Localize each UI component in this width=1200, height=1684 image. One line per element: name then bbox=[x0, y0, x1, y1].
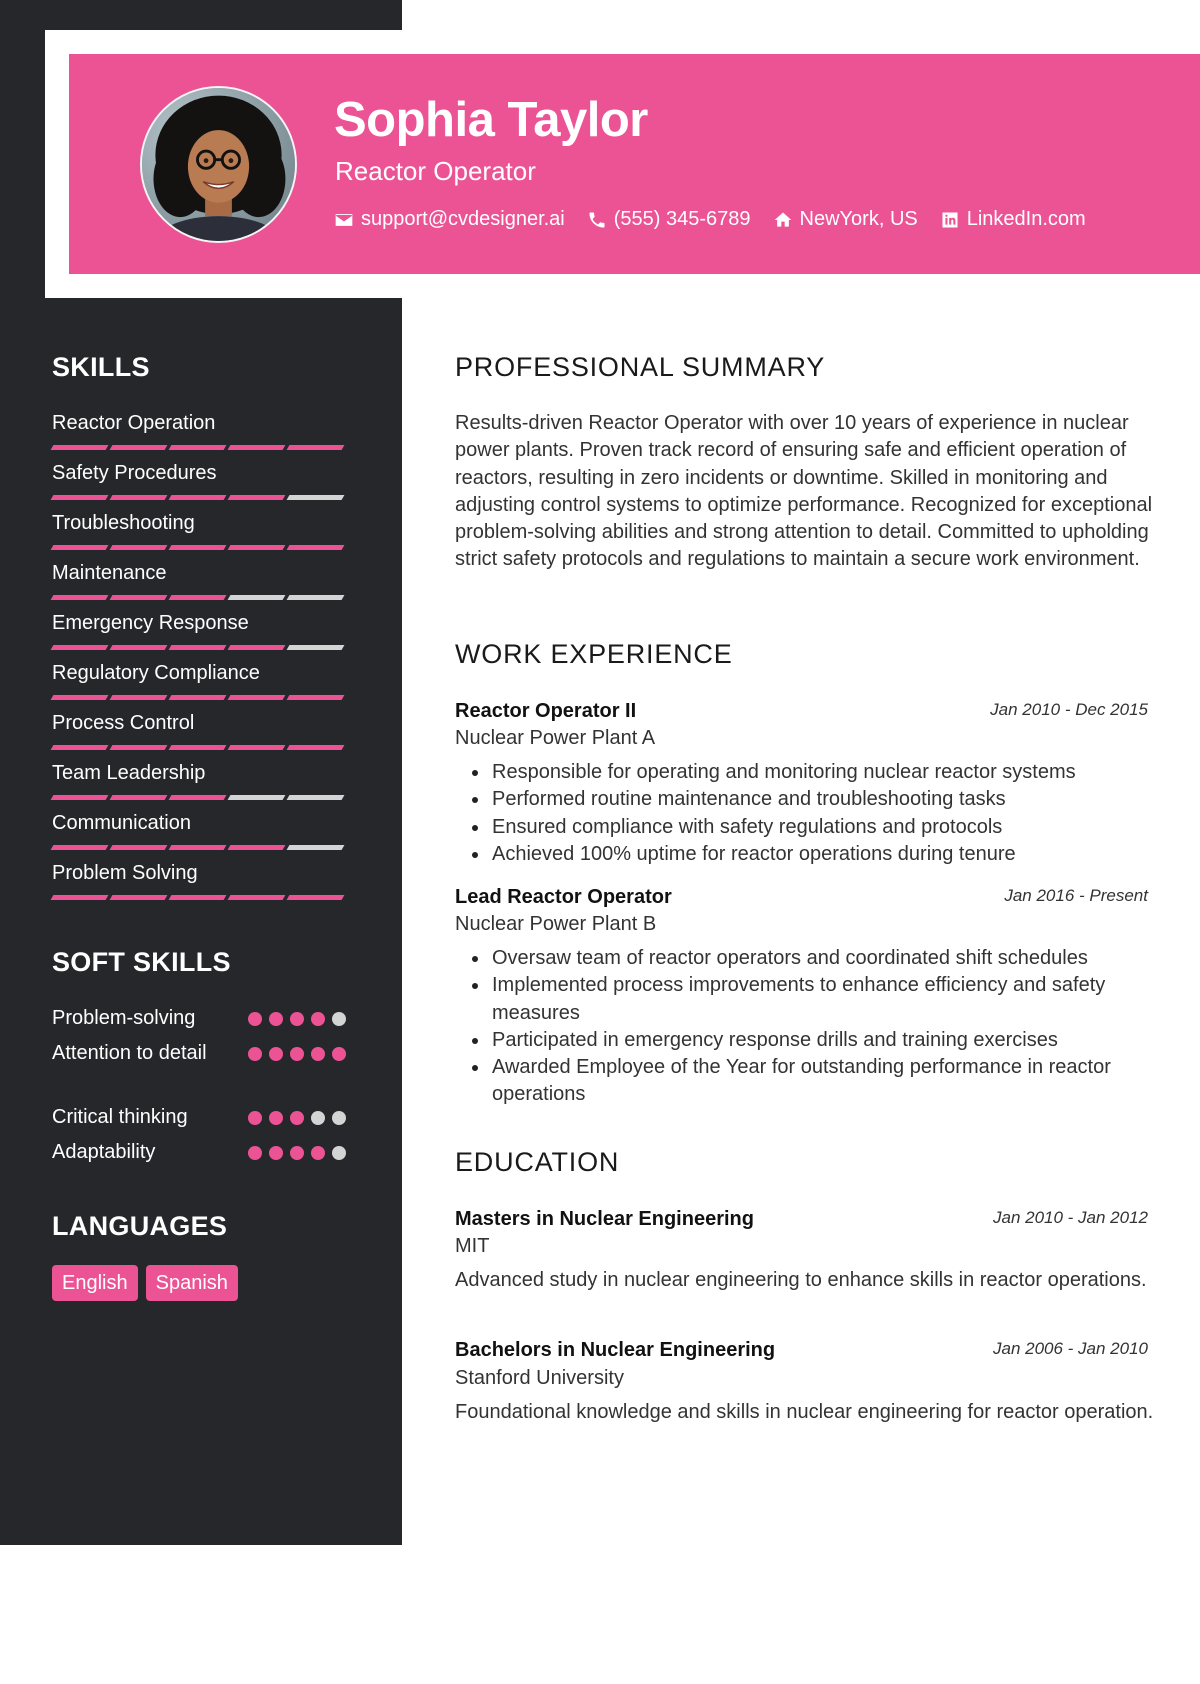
rating-dot bbox=[269, 1146, 283, 1160]
experience-heading: WORK EXPERIENCE bbox=[455, 639, 733, 669]
contact-phone[interactable] bbox=[587, 208, 751, 231]
skill-level-segment bbox=[169, 745, 227, 750]
contact-bar bbox=[334, 208, 1108, 231]
degree-title: Masters in Nuclear Engineering bbox=[455, 1208, 754, 1230]
skill-item bbox=[52, 611, 352, 650]
contact-email[interactable] bbox=[334, 208, 565, 231]
skill-level-segment bbox=[287, 895, 345, 900]
skill-level-segment bbox=[51, 495, 109, 500]
contact-linkedin[interactable] bbox=[940, 208, 1086, 231]
skill-label: Emergency Response bbox=[52, 612, 249, 634]
linkedin-icon bbox=[940, 210, 960, 230]
skill-level-segment bbox=[110, 695, 168, 700]
profile-photo bbox=[142, 88, 295, 241]
candidate-role: Reactor Operator bbox=[335, 156, 536, 186]
skill-level-segment bbox=[169, 695, 227, 700]
rating-dot bbox=[332, 1111, 346, 1125]
languages-list bbox=[52, 1265, 246, 1301]
job-title: Lead Reactor Operator bbox=[455, 886, 672, 908]
degree-description: Advanced study in nuclear engineering to enhance skills in reactor operations. bbox=[455, 1269, 1147, 1291]
skill-level-segment bbox=[169, 445, 227, 450]
rating-dot bbox=[311, 1111, 325, 1125]
skill-level-bar bbox=[52, 795, 352, 800]
skill-level-segment bbox=[110, 595, 168, 600]
rating-dot bbox=[332, 1047, 346, 1061]
job-date: Jan 2016 - Present bbox=[1004, 886, 1148, 905]
skill-item bbox=[52, 511, 352, 550]
job-bullet: Achieved 100% uptime for reactor operations during tenure bbox=[455, 841, 1160, 868]
skill-level-segment bbox=[51, 895, 109, 900]
rating-dot bbox=[248, 1146, 262, 1160]
skill-level-bar bbox=[52, 695, 352, 700]
skill-label: Troubleshooting bbox=[52, 512, 195, 534]
degree-description: Foundational knowledge and skills in nuclear engineering for reactor operation. bbox=[455, 1401, 1154, 1423]
job-title: Reactor Operator II bbox=[455, 700, 637, 722]
skill-level-segment bbox=[228, 495, 286, 500]
skill-level-segment bbox=[51, 845, 109, 850]
job-company: Nuclear Power Plant A bbox=[455, 727, 656, 749]
rating-dot bbox=[269, 1047, 283, 1061]
skill-item bbox=[52, 761, 352, 800]
skill-level-segment bbox=[110, 745, 168, 750]
envelope-icon bbox=[334, 210, 354, 230]
linkedin-text: LinkedIn.com bbox=[966, 208, 1086, 230]
skill-level-bar bbox=[52, 895, 352, 900]
rating-dot bbox=[332, 1012, 346, 1026]
skill-item bbox=[52, 811, 352, 850]
skill-level-segment bbox=[110, 445, 168, 450]
email-text: support@cvdesigner.ai bbox=[361, 208, 565, 230]
rating-dot bbox=[290, 1146, 304, 1160]
skill-level-segment bbox=[287, 545, 345, 550]
skill-level-segment bbox=[287, 445, 345, 450]
soft-skill-label: Critical thinking bbox=[52, 1106, 188, 1128]
language-tag: Spanish bbox=[146, 1265, 238, 1301]
skill-level-segment bbox=[110, 895, 168, 900]
skill-level-segment bbox=[51, 745, 109, 750]
skill-level-segment bbox=[169, 795, 227, 800]
skill-level-segment bbox=[110, 795, 168, 800]
rating-dot bbox=[290, 1012, 304, 1026]
location-text: NewYork, US bbox=[799, 208, 918, 230]
skill-label: Team Leadership bbox=[52, 762, 206, 784]
skills-heading: SKILLS bbox=[52, 352, 150, 382]
skill-level-segment bbox=[228, 895, 286, 900]
job-bullet: Implemented process improvements to enhance efficiency and safety measures bbox=[455, 972, 1160, 1027]
skill-level-segment bbox=[228, 845, 286, 850]
skill-label: Maintenance bbox=[52, 562, 167, 584]
skill-level-segment bbox=[110, 845, 168, 850]
skill-level-segment bbox=[287, 695, 345, 700]
skill-label: Process Control bbox=[52, 712, 195, 734]
rating-dot bbox=[311, 1012, 325, 1026]
skill-item bbox=[52, 411, 352, 450]
home-icon bbox=[773, 210, 793, 230]
skill-level-segment bbox=[287, 595, 345, 600]
skill-level-segment bbox=[169, 595, 227, 600]
degree-title: Bachelors in Nuclear Engineering bbox=[455, 1339, 776, 1361]
skill-level-segment bbox=[51, 545, 109, 550]
avatar bbox=[140, 86, 297, 243]
skill-level-segment bbox=[51, 445, 109, 450]
skill-label: Regulatory Compliance bbox=[52, 662, 260, 684]
job-bullets bbox=[455, 945, 1160, 1109]
skill-level-segment bbox=[169, 495, 227, 500]
skill-level-segment bbox=[287, 795, 345, 800]
skill-level-segment bbox=[169, 895, 227, 900]
job-bullet: Awarded Employee of the Year for outstanding performance in reactor operations bbox=[455, 1054, 1160, 1109]
skill-level-segment bbox=[287, 845, 345, 850]
skill-level-segment bbox=[169, 545, 227, 550]
soft-skill-rating bbox=[248, 1111, 353, 1125]
soft-skill-rating bbox=[248, 1047, 353, 1061]
rating-dot bbox=[269, 1012, 283, 1026]
soft-skill-label: Attention to detail bbox=[52, 1042, 207, 1064]
skill-level-segment bbox=[287, 645, 345, 650]
skill-level-segment bbox=[228, 645, 286, 650]
rating-dot bbox=[311, 1047, 325, 1061]
rating-dot bbox=[269, 1111, 283, 1125]
skill-level-bar bbox=[52, 545, 352, 550]
skill-level-bar bbox=[52, 645, 352, 650]
rating-dot bbox=[290, 1111, 304, 1125]
skill-level-segment bbox=[228, 445, 286, 450]
skill-level-bar bbox=[52, 445, 352, 450]
job-bullet: Ensured compliance with safety regulations and protocols bbox=[455, 814, 1160, 841]
skill-item bbox=[52, 861, 352, 900]
skill-level-segment bbox=[169, 845, 227, 850]
job-bullet: Oversaw team of reactor operators and coordinated shift schedules bbox=[455, 945, 1160, 972]
skill-item bbox=[52, 711, 352, 750]
phone-icon bbox=[587, 210, 607, 230]
soft-skill-rating bbox=[248, 1012, 353, 1026]
skill-level-segment bbox=[110, 645, 168, 650]
language-tag: English bbox=[52, 1265, 138, 1301]
rating-dot bbox=[248, 1012, 262, 1026]
skill-level-segment bbox=[51, 695, 109, 700]
skill-level-bar bbox=[52, 595, 352, 600]
languages-heading: LANGUAGES bbox=[52, 1211, 228, 1241]
skill-level-segment bbox=[51, 645, 109, 650]
job-bullet: Responsible for operating and monitoring nuclear reactor systems bbox=[455, 759, 1160, 786]
job-bullet: Performed routine maintenance and troubleshooting tasks bbox=[455, 786, 1160, 813]
job-bullet: Participated in emergency response drills and training exercises bbox=[455, 1027, 1160, 1054]
soft-skill-label: Problem-solving bbox=[52, 1007, 196, 1029]
rating-dot bbox=[311, 1146, 325, 1160]
candidate-name: Sophia Taylor bbox=[334, 93, 648, 147]
skill-level-segment bbox=[169, 645, 227, 650]
degree-school: MIT bbox=[455, 1235, 490, 1257]
skill-level-segment bbox=[51, 795, 109, 800]
skill-level-segment bbox=[228, 745, 286, 750]
skill-level-segment bbox=[228, 545, 286, 550]
contact-location bbox=[773, 208, 918, 231]
skill-level-bar bbox=[52, 845, 352, 850]
degree-school: Stanford University bbox=[455, 1367, 624, 1389]
skill-level-segment bbox=[228, 795, 286, 800]
skill-item bbox=[52, 461, 352, 500]
skill-label: Problem Solving bbox=[52, 862, 198, 884]
skill-level-segment bbox=[287, 745, 345, 750]
education-heading: EDUCATION bbox=[455, 1147, 620, 1177]
skill-level-bar bbox=[52, 745, 352, 750]
skill-item bbox=[52, 561, 352, 600]
degree-date: Jan 2006 - Jan 2010 bbox=[992, 1339, 1148, 1358]
job-bullets bbox=[455, 759, 1160, 868]
skill-label: Communication bbox=[52, 812, 191, 834]
rating-dot bbox=[290, 1047, 304, 1061]
skill-level-segment bbox=[51, 595, 109, 600]
skill-level-bar bbox=[52, 495, 352, 500]
skill-level-segment bbox=[228, 595, 286, 600]
summary-text: Results-driven Reactor Operator with over 10 years of experience in nuclear power plants. Proven track record of ensuring safe and efficient operation of reactors, resulting in zero incidents or downtime. Skilled in monitoring and adjusting control systems to optimize performance. Recognized for exceptional problem-solving abilities and strong attention to detail. Committed to upholding strict safety protocols and regulations to maintain a secure work environment. bbox=[455, 412, 1153, 571]
job-date: Jan 2010 - Dec 2015 bbox=[990, 700, 1148, 719]
summary-heading: PROFESSIONAL SUMMARY bbox=[455, 352, 826, 382]
skill-item bbox=[52, 661, 352, 700]
skill-level-segment bbox=[228, 695, 286, 700]
job-company: Nuclear Power Plant B bbox=[455, 913, 657, 935]
skill-label: Reactor Operation bbox=[52, 412, 216, 434]
rating-dot bbox=[332, 1146, 346, 1160]
rating-dot bbox=[248, 1111, 262, 1125]
skill-label: Safety Procedures bbox=[52, 462, 217, 484]
skill-level-segment bbox=[110, 545, 168, 550]
degree-date: Jan 2010 - Jan 2012 bbox=[992, 1208, 1148, 1227]
phone-text: (555) 345-6789 bbox=[613, 208, 751, 230]
rating-dot bbox=[248, 1047, 262, 1061]
skill-level-segment bbox=[287, 495, 345, 500]
soft-skill-label: Adaptability bbox=[52, 1141, 156, 1163]
soft-skills-heading: SOFT SKILLS bbox=[52, 947, 231, 977]
skill-level-segment bbox=[110, 495, 168, 500]
soft-skill-rating bbox=[248, 1146, 353, 1160]
